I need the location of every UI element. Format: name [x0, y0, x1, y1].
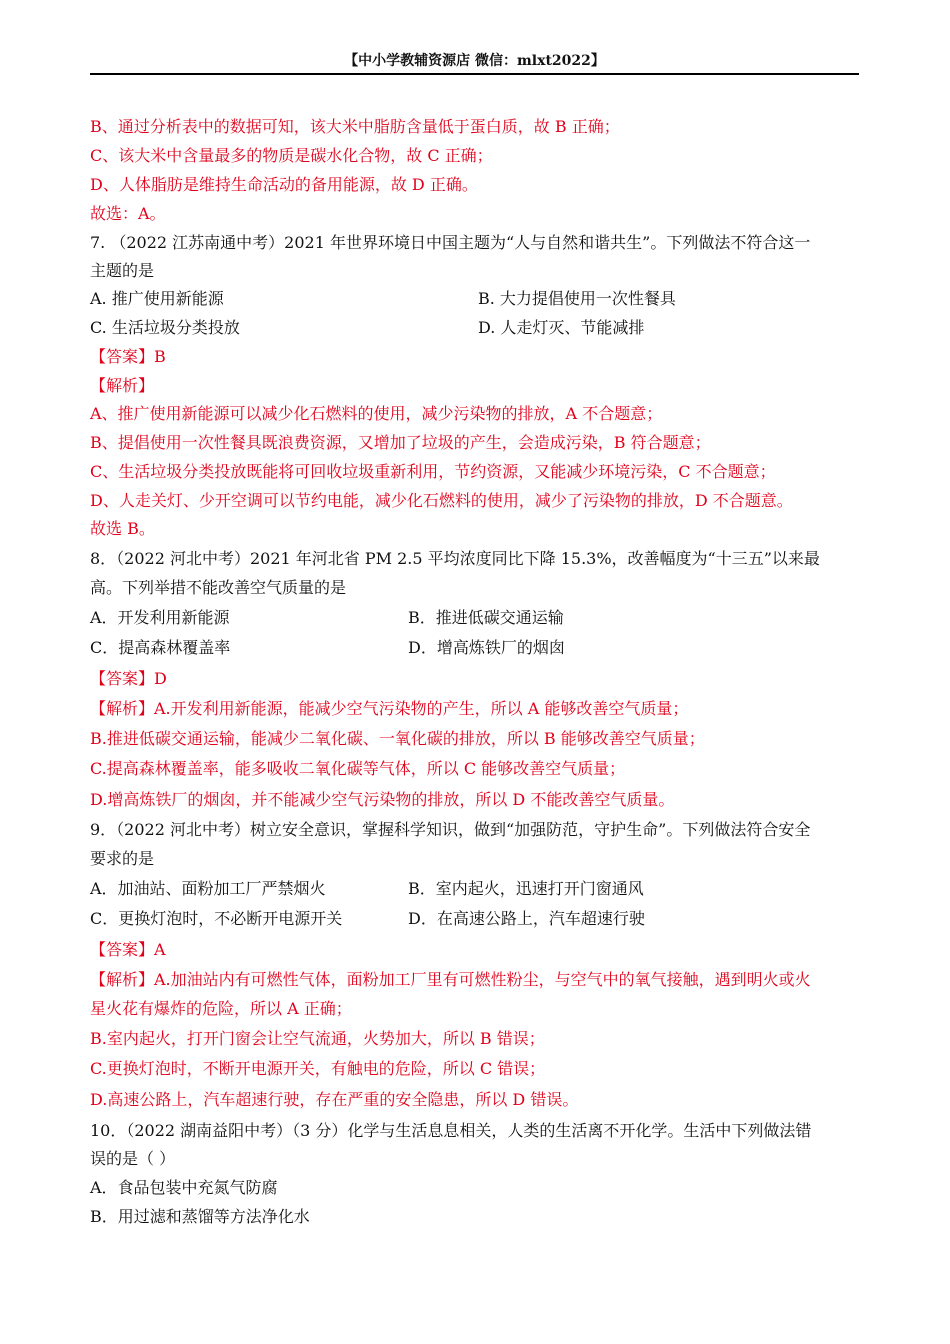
- q8-stem-line2: 高。下列举措不能改善空气质量的是: [90, 578, 347, 597]
- q10-option-a: A．食品包装中充氮气防腐: [90, 1178, 278, 1197]
- q8-explain-b: B.推进低碳交通运输，能减少二氧化碳、一氧化碳的排放，所以 B 能够改善空气质量；: [90, 729, 705, 748]
- q8-explain-c: C.提高森林覆盖率，能多吸收二氧化碳等气体，所以 C 能够改善空气质量；: [90, 759, 626, 778]
- q8-explain-d: D.增高炼铁厂的烟囱，并不能减少空气污染物的排放，所以 D 不能改善空气质量。: [90, 790, 675, 809]
- q8-explain-a: 【解析】A.开发利用新能源，能减少空气污染物的产生，所以 A 能够改善空气质量；: [90, 699, 689, 718]
- q9-option-d: D．在高速公路上，汽车超速行驶: [408, 909, 645, 928]
- q8-option-d: D．增高炼铁厂的烟囱: [408, 638, 565, 657]
- q7-explain-d: D、人走关灯、少开空调可以节约电能，减少化石燃料的使用，减少了污染物的排放，D 不合题意。: [90, 491, 793, 510]
- q9-explain-a-line1: 【解析】A.加油站内有可燃性气体，面粉加工厂里有可燃性粉尘，与空气中的氧气接触，遇到明火或火: [90, 970, 811, 989]
- q6-select: 故选：A。: [90, 204, 166, 223]
- q7-explain-c: C、生活垃圾分类投放既能将可回收垃圾重新利用，节约资源，又能减少环境污染，C 不合题意；: [90, 462, 776, 481]
- q6-explain-c: C、该大米中含量最多的物质是碳水化合物，故 C 正确；: [90, 146, 493, 165]
- q6-explain-b: B、通过分析表中的数据可知，该大米中脂肪含量低于蛋白质，故 B 正确；: [90, 117, 620, 136]
- q8-option-b: B．推进低碳交通运输: [408, 608, 564, 627]
- q10-stem-line1: 10．（2022 湖南益阳中考）（3 分）化学与生活息息相关，人类的生活离不开化学。生活中下列做法错: [90, 1121, 812, 1140]
- q10-stem-line2: 误的是（ ）: [90, 1149, 176, 1168]
- q8-option-c: C．提高森林覆盖率: [90, 638, 231, 657]
- q7-answer: 【答案】B: [90, 347, 166, 366]
- header-rule: [90, 73, 859, 75]
- q7-option-d: D. 人走灯灭、节能减排: [478, 318, 645, 337]
- q7-option-a: A. 推广使用新能源: [90, 289, 224, 308]
- q6-explain-d: D、人体脂肪是维持生命活动的备用能源，故 D 正确。: [90, 175, 478, 194]
- q9-option-a: A．加油站、面粉加工厂严禁烟火: [90, 879, 326, 898]
- q9-explain-a-line2: 星火花有爆炸的危险，所以 A 正确；: [90, 999, 352, 1018]
- q9-explain-b: B.室内起火，打开门窗会让空气流通，火势加大，所以 B 错误；: [90, 1029, 545, 1048]
- q9-explain-c: C.更换灯泡时，不断开电源开关，有触电的危险，所以 C 错误；: [90, 1059, 546, 1078]
- page-header: 【中小学教辅资源店 微信：mlxt2022】: [344, 53, 605, 69]
- q9-explain-d: D.高速公路上，汽车超速行驶，存在严重的安全隐患，所以 D 错误。: [90, 1090, 579, 1109]
- q9-answer: 【答案】A: [90, 940, 166, 959]
- q10-option-b: B．用过滤和蒸馏等方法净化水: [90, 1207, 310, 1226]
- q7-select: 故选 B。: [90, 519, 155, 538]
- q9-option-c: C．更换灯泡时，不必断开电源开关: [90, 909, 343, 928]
- q7-explain-a: A、推广使用新能源可以减少化石燃料的使用，减少污染物的排放，A 不合题意；: [90, 404, 663, 423]
- q9-stem-line2: 要求的是: [90, 849, 155, 868]
- q8-option-a: A．开发利用新能源: [90, 608, 230, 627]
- q8-answer: 【答案】D: [90, 669, 167, 688]
- q7-explain-b: B、提倡使用一次性餐具既浪费资源，又增加了垃圾的产生，会造成污染，B 符合题意；: [90, 433, 711, 452]
- q8-stem-line1: 8．（2022 河北中考）2021 年河北省 PM 2.5 平均浓度同比下降 15.3%，改善幅度为“十三五”以来最: [90, 549, 820, 568]
- q7-stem-line1: 7. （2022 江苏南通中考）2021 年世界环境日中国主题为“人与自然和谐共生”。下列做法不符合这一: [90, 233, 811, 252]
- q7-option-b: B. 大力提倡使用一次性餐具: [478, 289, 676, 308]
- q7-stem-line2: 主题的是: [90, 261, 155, 280]
- q9-stem-line1: 9．（2022 河北中考）树立安全意识，掌握科学知识，做到“加强防范，守护生命”。下列做法符合安全: [90, 820, 811, 839]
- q7-option-c: C. 生活垃圾分类投放: [90, 318, 240, 337]
- q9-option-b: B．室内起火，迅速打开门窗通风: [408, 879, 644, 898]
- q7-analysis-label: 【解析】: [90, 376, 155, 395]
